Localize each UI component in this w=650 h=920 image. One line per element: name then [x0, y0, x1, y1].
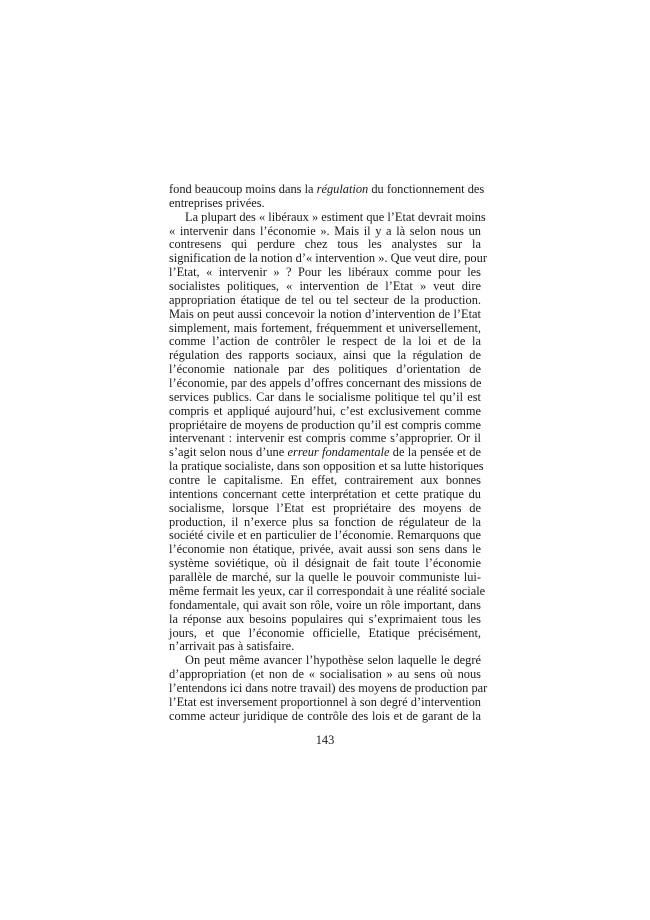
text-line: d’appropriation (et non de « socialisation » au sens où nous — [169, 667, 481, 682]
text-line: comme l’action de contrôler le respect de la loi et de la — [169, 334, 481, 349]
page-number: 143 — [315, 733, 335, 747]
text-line: système soviétique, où il désignait de fait toute l’économie — [169, 556, 481, 571]
emphasized-text: régulation — [316, 182, 369, 196]
emphasized-text: erreur fondamentale — [287, 445, 390, 460]
paragraph — [169, 653, 488, 723]
text-line: Mais on peut aussi concevoir la notion d’intervention de l’Etat — [169, 306, 481, 321]
text-line: la réponse aux besoins populaires qui s’exprimaient tous les — [169, 611, 481, 626]
text-line: l’entendons ici dans notre travail) des moyens de production par — [169, 680, 488, 695]
text-line: comme acteur juridique de contrôle des lois et de garant de la — [169, 708, 481, 723]
text-line: appropriation étatique de tel ou tel secteur de la production. — [169, 292, 481, 307]
text-line: l’Etat est inversement proportionnel à son degré d’intervention — [169, 694, 481, 709]
text-line: intervenant : intervenir est compris comme s’approprier. Or il — [169, 431, 481, 446]
text-line: production, il n’exerce plus sa fonction de régulateur de la — [169, 514, 481, 529]
text-line: services publics. Car dans le socialisme politique tel qu’il est — [169, 389, 481, 404]
text-line: La plupart des « libéraux » estiment que l’Etat devrait moins — [185, 209, 486, 224]
text-line: société civile et en particulier de l’économie. Remarquons que — [169, 528, 481, 543]
text-line: s’agit selon nous d’une erreur fondamentale de la pensée et de — [169, 445, 481, 460]
text-line: la pratique socialiste, dans son opposition et sa lutte historiques — [169, 459, 484, 474]
text-line: l’économie, par des appels d’offres concernant des missions de — [169, 376, 482, 391]
text-line: même fermait les yeux, car il correspondait à une réalité sociale — [169, 583, 486, 598]
text-line: socialisme, lorsque l’Etat est propriétaire des moyens de — [169, 500, 481, 515]
text-line: signification de la notion d’« intervention ». Que veut dire, pour — [169, 251, 487, 266]
text-line: simplement, mais fortement, fréquemment et universellement, — [169, 320, 481, 335]
text-line: contre le capitalisme. En effet, contrairement aux bonnes — [169, 473, 481, 488]
text-line: régulation des rapports sociaux, ainsi que la régulation de — [169, 348, 481, 363]
text-line: l’économie non étatique, privée, avait aussi son sens dans le — [169, 542, 481, 557]
text-line: jours, et que l’économie officielle, Etatique précisément, — [169, 625, 481, 640]
text-line: compris et appliqué aujourd’hui, c’est exclusivement comme — [169, 403, 481, 418]
text-line: l’économie nationale par des politiques d’orientation de — [169, 362, 481, 377]
text-line: On peut même avancer l’hypothèse selon laquelle le degré — [185, 653, 481, 668]
text-line: fondamentale, qui avait son rôle, voire un rôle important, dans — [169, 597, 481, 612]
text-line: socialistes politiques, « intervention de l’Etat » veut dire — [169, 279, 481, 294]
text-line: l’Etat, « intervenir » ? Pour les libéraux comme pour les — [169, 265, 481, 280]
paragraph — [169, 182, 485, 211]
paragraph — [169, 209, 487, 655]
text-line: fond beaucoup moins dans la régulation du fonctionnement des — [169, 182, 485, 196]
body-text — [169, 182, 488, 724]
text-line: contresens qui perdure chez tous les analystes sur la — [169, 237, 481, 252]
text-line: intentions concernant cette interprétation et cette pratique du — [169, 486, 481, 501]
text-line: n’arrivait pas à satisfaire. — [169, 639, 295, 654]
text-line: parallèle de marché, sur la quelle le pouvoir communiste lui- — [169, 570, 481, 585]
text-line: entreprises privées. — [169, 195, 265, 210]
text-line: propriétaire de moyens de production qu’il est compris comme — [169, 417, 481, 432]
text-line: « intervenir dans l’économie ». Mais il y a là selon nous un — [169, 223, 481, 238]
